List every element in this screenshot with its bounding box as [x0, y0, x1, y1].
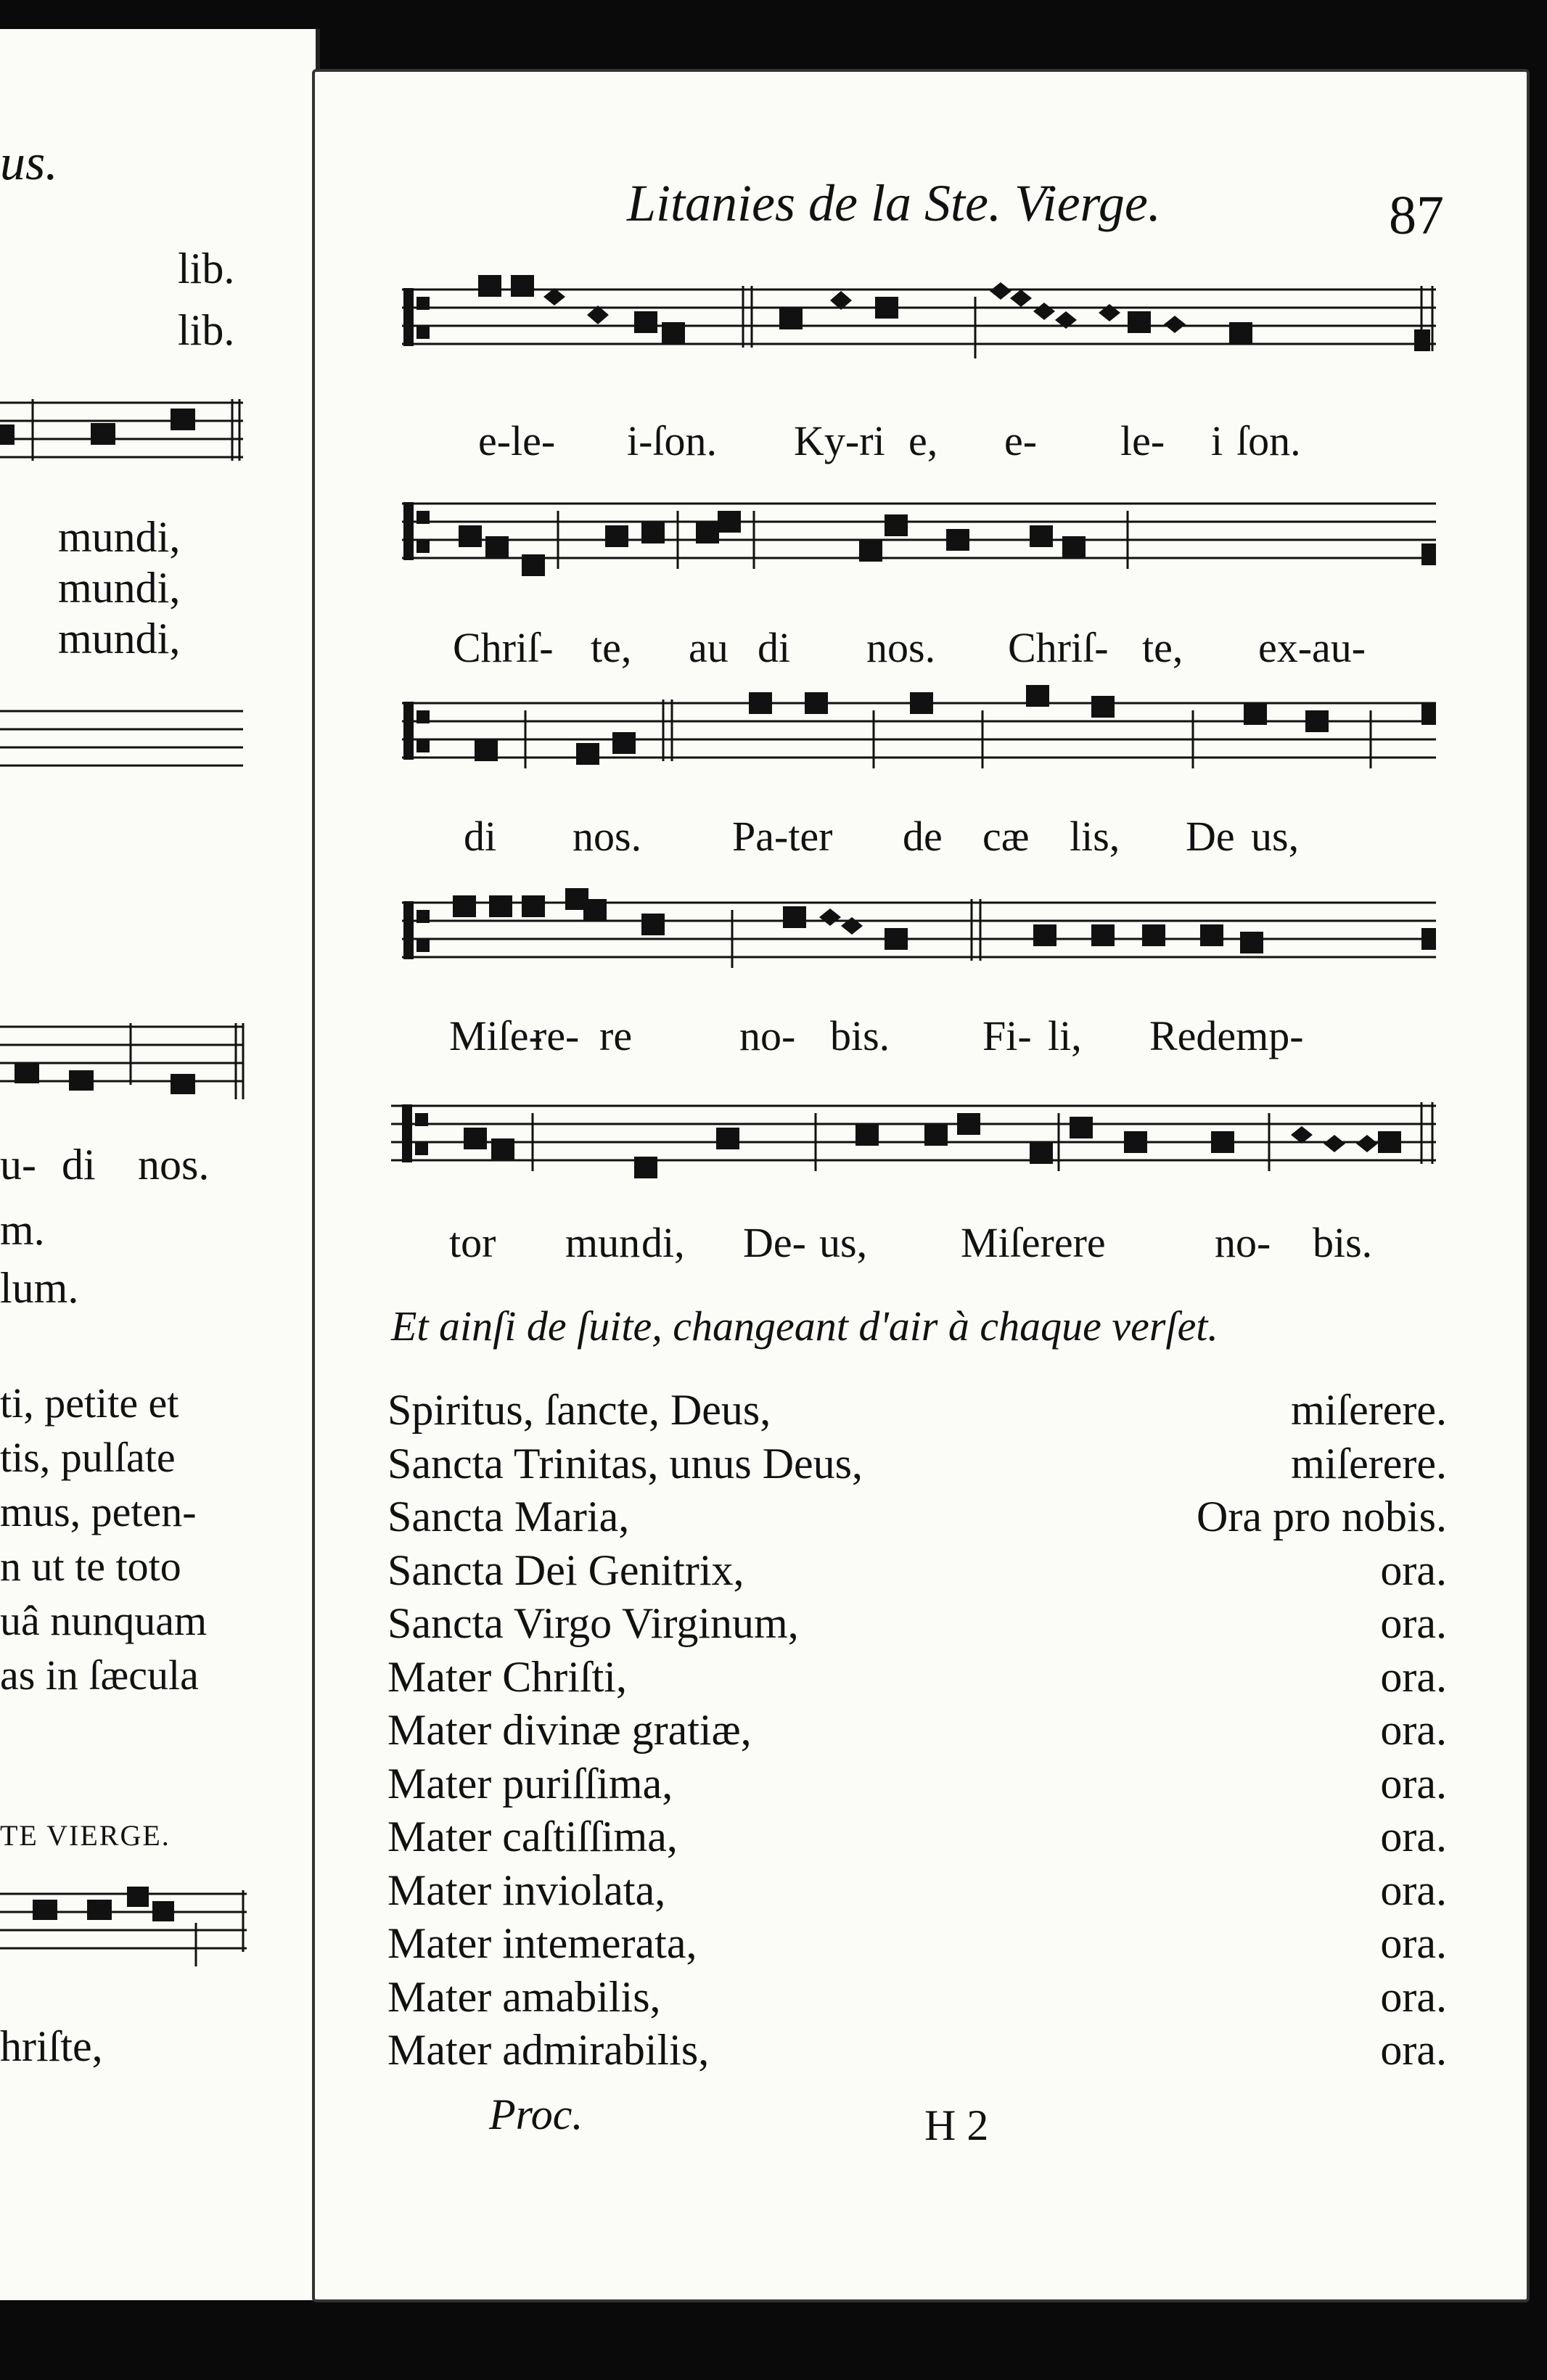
left-prayer-line: n ut te toto [0, 1543, 181, 1590]
lyric-syllable: di [758, 624, 791, 671]
lyric-syllable: de [903, 813, 943, 860]
left-prayer-line: as in ſæcula [0, 1651, 199, 1699]
litany-response: Ora pro nobis. [1197, 1493, 1447, 1540]
litany-invocation: Sancta Maria, [387, 1493, 630, 1540]
litany-invocation: Mater admirabilis, [387, 2026, 710, 2074]
litany-invocation: Mater puriſſima, [387, 1760, 673, 1807]
lyric-syllable: re [599, 1012, 633, 1059]
lyric-syllable: Miſe- [449, 1012, 543, 1059]
left-section-heading: TE VIERGE. [0, 1819, 171, 1852]
left-music-staff [0, 388, 247, 468]
lyric-syllable: Redemp- [1149, 1012, 1304, 1059]
litany-response: ora. [1380, 1546, 1447, 1594]
litany-response: ora. [1380, 1813, 1447, 1860]
litany-response: ora. [1380, 1973, 1447, 2021]
lyric-syllable: te, [1142, 624, 1183, 671]
lyric-syllable: e-le- [478, 417, 556, 464]
litany-invocation: Mater inviolata, [387, 1866, 666, 1914]
left-facing-page [0, 29, 320, 2300]
litany-response: ora. [1380, 1653, 1447, 1701]
litany-invocation: Mater divinæ gratiæ, [387, 1706, 752, 1754]
lyric-syllable: i-ſon. [627, 417, 718, 464]
lyric-syllable: Chriſ- [453, 624, 554, 671]
lyric-syllable: De- [743, 1219, 806, 1266]
left-lyric: u- [0, 1141, 36, 1189]
lyric-syllable: us, [819, 1219, 868, 1266]
lyric-syllable: e, [908, 417, 938, 464]
music-staff [402, 482, 1440, 576]
litany-invocation: Sancta Dei Genitrix, [387, 1546, 744, 1594]
left-prayer-line: uâ nunquam [0, 1597, 208, 1644]
lyric-syllable: bis. [1313, 1219, 1373, 1266]
left-music-staff [0, 1012, 247, 1107]
left-lyric: hriſte, [0, 2022, 103, 2070]
left-music-staff [0, 1879, 250, 1974]
litany-response: ora. [1380, 1866, 1447, 1914]
lyric-syllable: Ky-ri [794, 417, 885, 464]
lyric-syllable: tor [449, 1219, 496, 1266]
page-number: 87 [1389, 185, 1444, 246]
lyric-syllable: e- [1004, 417, 1038, 464]
litany-response: ora. [1380, 1919, 1447, 1967]
page-title: Litanies de la Ste. Vierge. [627, 174, 1161, 232]
left-prayer-line: tis, pulſate [0, 1434, 176, 1481]
lyric-syllable: Pa-ter [732, 813, 833, 860]
signature-mark: H 2 [924, 2101, 989, 2149]
lyric-syllable: li, [1048, 1012, 1082, 1059]
rubric: Et ainſi de ſuite, changeant d'air à chaque verſet. [391, 1302, 1218, 1350]
litany-response: miſerere. [1291, 1386, 1447, 1434]
litany-response: ora. [1380, 1706, 1447, 1754]
litany-response: miſerere. [1291, 1440, 1447, 1488]
lyric-syllable: nos. [573, 813, 642, 860]
left-music-staff [0, 697, 247, 776]
lyric-syllable: cæ [982, 813, 1030, 860]
litany-invocation: Sancta Trinitas, unus Deus, [387, 1440, 863, 1488]
lyric-syllable: Fi- [982, 1012, 1032, 1059]
left-prayer-line: mus, peten- [0, 1488, 197, 1535]
left-line: mundi, [58, 615, 181, 662]
catchword: Proc. [489, 2090, 583, 2138]
music-staff [402, 681, 1440, 776]
left-lyric: nos. [138, 1141, 210, 1189]
music-staff [402, 268, 1440, 362]
lyric-syllable: bis. [830, 1012, 890, 1059]
left-line: m. [0, 1206, 45, 1254]
left-prayer-line: ti, petite et [0, 1379, 179, 1427]
lyric-syllable: le- [1120, 417, 1165, 464]
lyric-syllable: lis, [1070, 813, 1120, 860]
lyric-syllable: te, [591, 624, 632, 671]
left-line: lib. [178, 306, 235, 354]
lyric-syllable: nos. [866, 624, 936, 671]
music-staff [402, 881, 1440, 975]
right-page [312, 69, 1530, 2302]
lyric-syllable: di [464, 813, 497, 860]
litany-response: ora. [1380, 1760, 1447, 1807]
lyric-syllable: Chriſ- [1008, 624, 1109, 671]
left-line: mundi, [58, 513, 181, 561]
lyric-syllable: di, [641, 1219, 685, 1266]
litany-invocation: Mater intemerata, [387, 1919, 697, 1967]
lyric-syllable: mun [565, 1219, 641, 1266]
lyric-syllable: Miſerere [961, 1219, 1106, 1266]
litany-invocation: Mater Chriſti, [387, 1653, 627, 1701]
litany-invocation: Sancta Virgo Virginum, [387, 1599, 799, 1647]
litany-response: ora. [1380, 2026, 1447, 2074]
left-header-fragment: us. [0, 135, 58, 191]
lyric-syllable: no- [1215, 1219, 1271, 1266]
lyric-syllable: no- [739, 1012, 796, 1059]
litany-response: ora. [1380, 1599, 1447, 1647]
left-line: lum. [0, 1264, 79, 1312]
lyric-syllable: au [689, 624, 729, 671]
litany-invocation: Spiritus, ſancte, Deus, [387, 1386, 771, 1434]
lyric-syllable: re- [533, 1012, 580, 1059]
lyric-syllable: De [1186, 813, 1235, 860]
left-line: lib. [178, 245, 235, 292]
lyric-syllable: i [1211, 417, 1223, 464]
left-line: mundi, [58, 564, 181, 612]
lyric-syllable: ſon. [1236, 417, 1301, 464]
litany-invocation: Mater amabilis, [387, 1973, 661, 2021]
music-staff [391, 1084, 1440, 1186]
left-lyric: di [62, 1141, 96, 1189]
litany-invocation: Mater caſtiſſima, [387, 1813, 678, 1860]
lyric-syllable: us, [1251, 813, 1300, 860]
lyric-syllable: ex-au- [1258, 624, 1366, 671]
